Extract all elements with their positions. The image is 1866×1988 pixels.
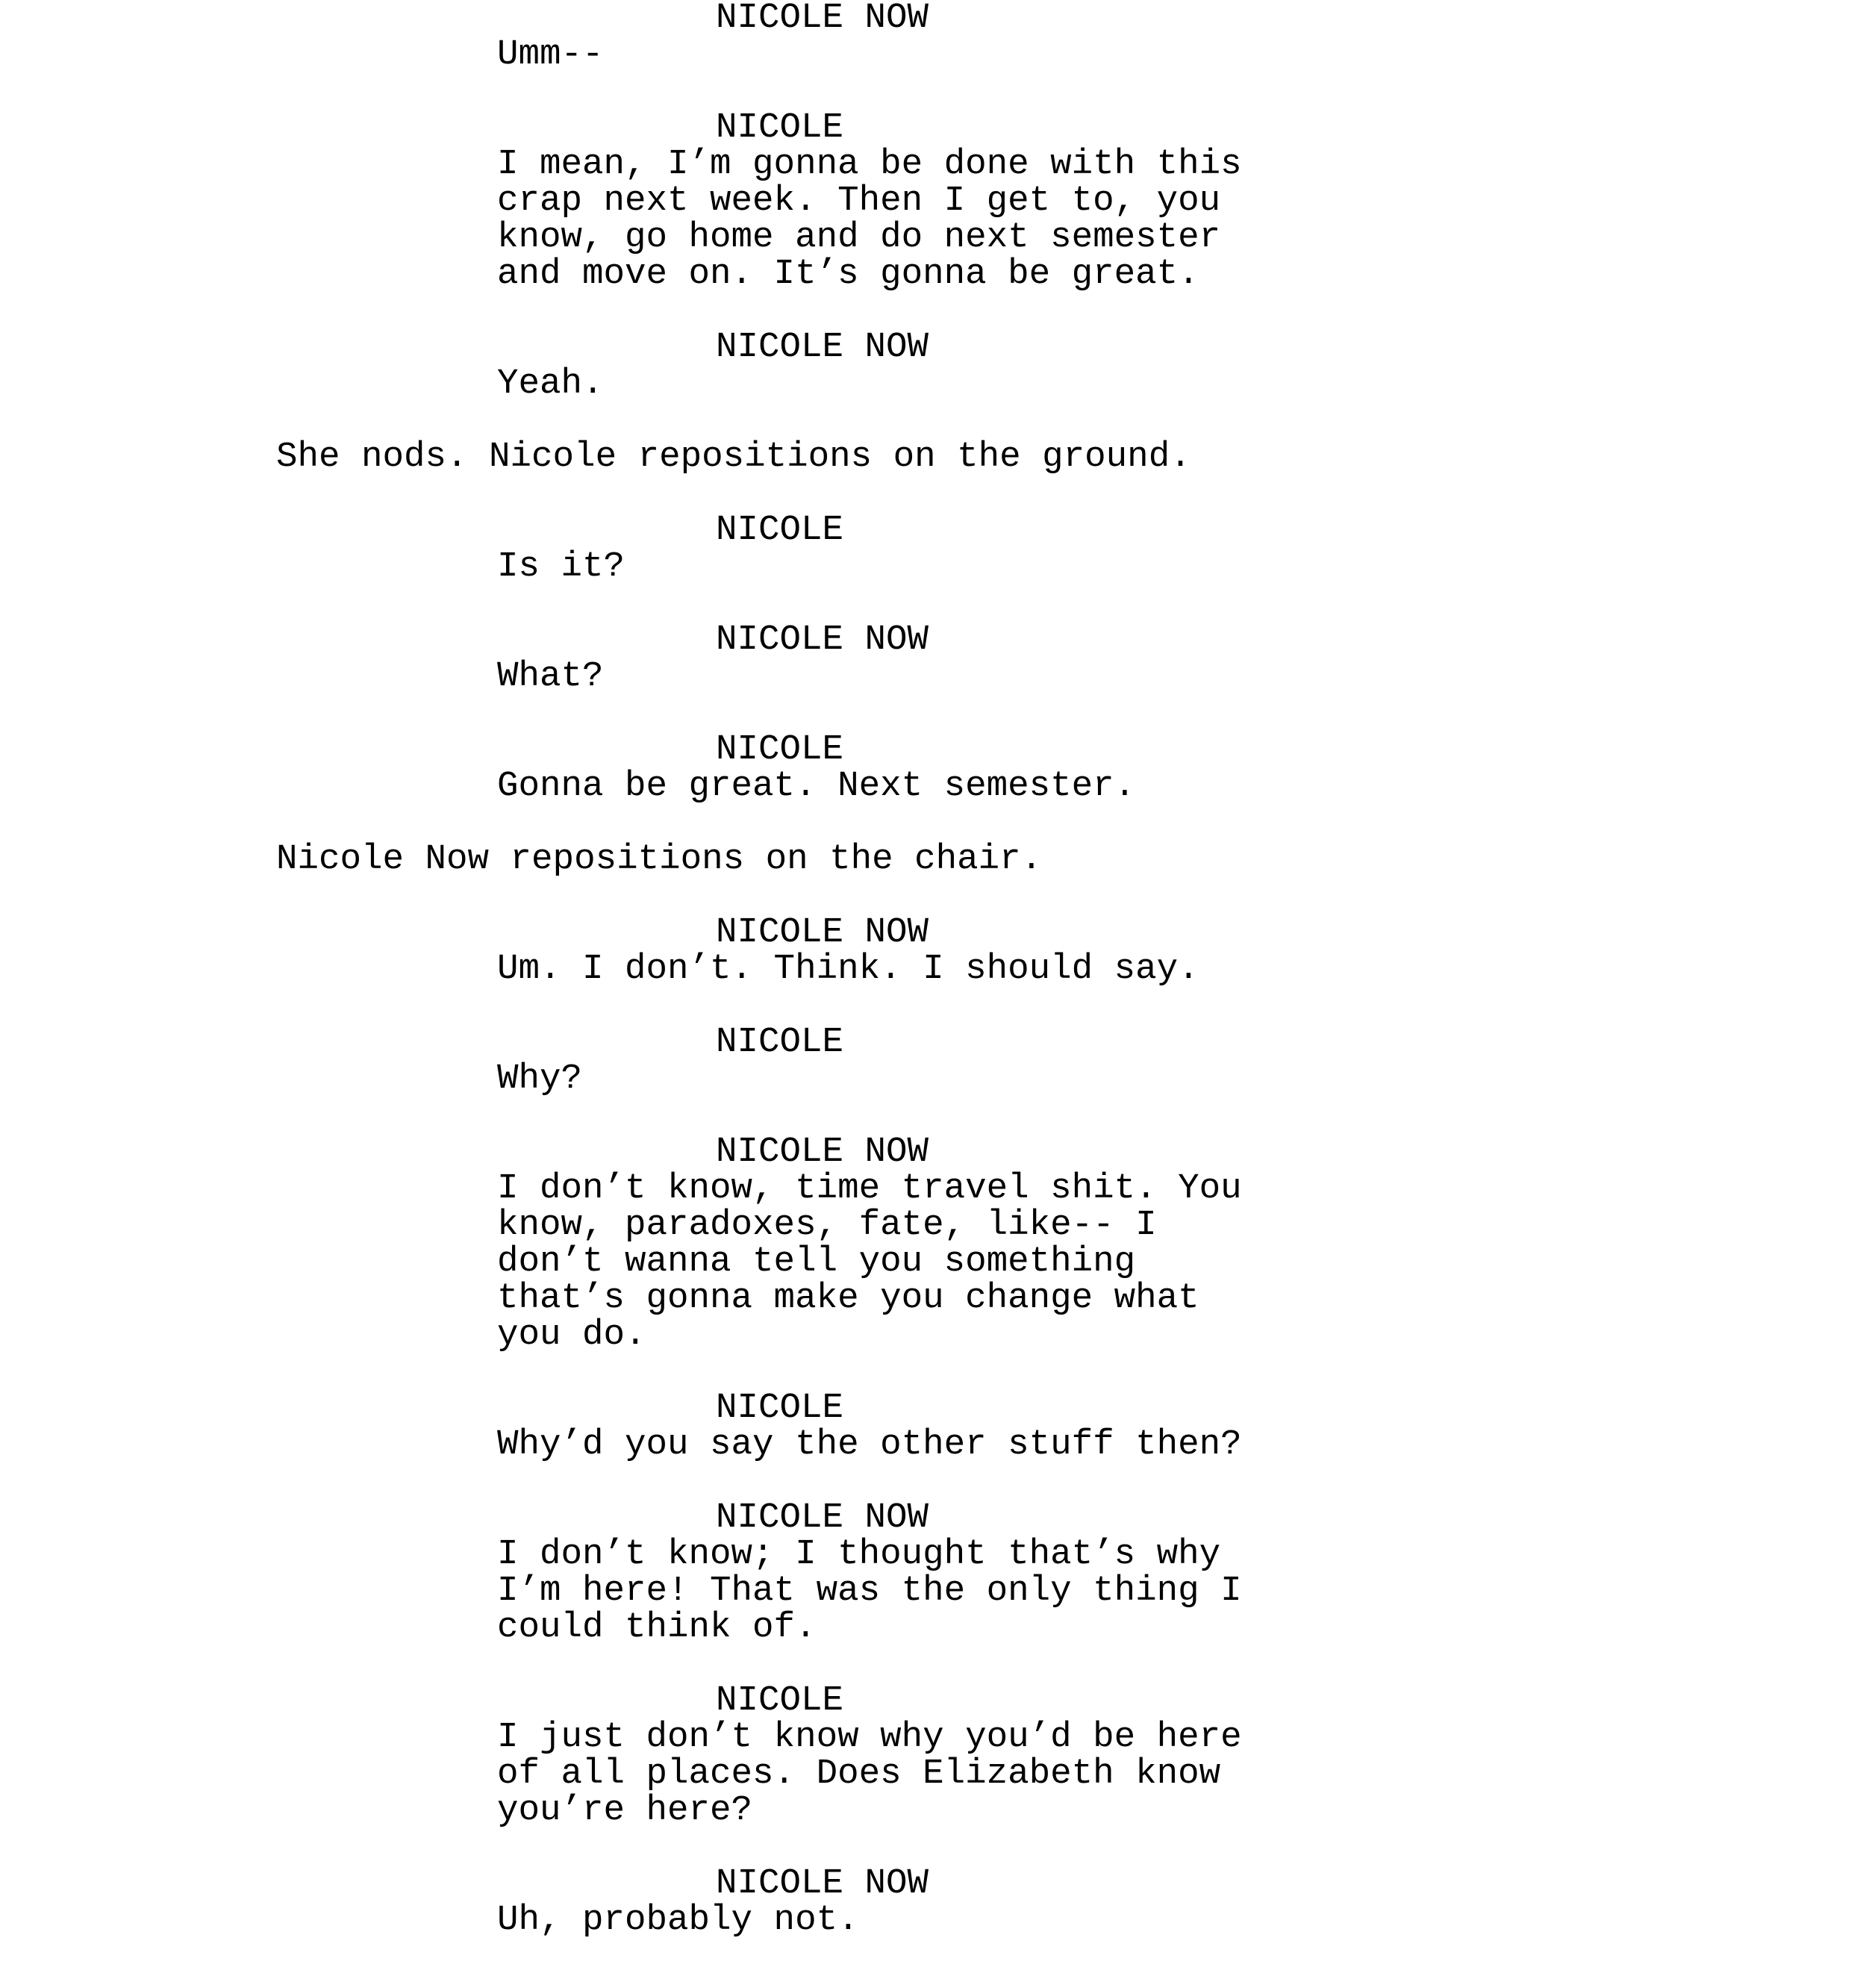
dialogue-line: Why? — [497, 1059, 583, 1099]
character-line: NICOLE NOW — [716, 620, 929, 660]
dialogue-block — [0, 1719, 1866, 1829]
dialogue-block — [0, 768, 1866, 805]
character-line: NICOLE NOW — [716, 0, 929, 38]
dialogue-block — [0, 951, 1866, 988]
character-line: NICOLE NOW — [716, 1132, 929, 1172]
dialogue-line: Uh, probably not. — [497, 1900, 859, 1940]
action-line — [0, 439, 1866, 476]
dialogue-line: don’t wanna tell you something — [497, 1241, 1136, 1282]
blank-line — [0, 73, 1866, 110]
character-line: NICOLE — [716, 1680, 844, 1721]
blank-line — [0, 585, 1866, 622]
action-line — [0, 841, 1866, 878]
dialogue-line: that’s gonna make you change what — [497, 1278, 1199, 1318]
character-line: NICOLE — [716, 1022, 844, 1062]
dialogue-block — [0, 1424, 1866, 1465]
dialogue-block — [0, 366, 1866, 402]
dialogue-line: crap next week. Then I get to, you — [497, 181, 1221, 221]
dialogue-line: and move on. It’s gonna be great. — [497, 254, 1199, 294]
dialogue-block — [0, 546, 1866, 587]
blank-line — [0, 1463, 1866, 1500]
action-line: Nicole Now repositions on the chair. — [276, 839, 1043, 879]
blank-line — [0, 695, 1866, 732]
dialogue-line: Why’d you say the other stuff then? — [497, 1424, 1242, 1465]
character-line: NICOLE — [716, 510, 844, 550]
dialogue-line: know, go home and do next semester — [497, 217, 1221, 258]
dialogue-block — [0, 1168, 1866, 1355]
character-cue — [0, 1024, 1866, 1061]
character-cue — [0, 1680, 1866, 1721]
blank-line — [0, 805, 1866, 841]
dialogue-line: Um. I don’t. Think. I should say. — [497, 949, 1199, 989]
blank-line — [0, 1097, 1866, 1134]
blank-line — [0, 1353, 1866, 1390]
character-line: NICOLE — [716, 107, 844, 148]
dialogue-line: could think of. — [497, 1607, 817, 1648]
dialogue-line: I don’t know; I thought that’s why — [497, 1534, 1221, 1574]
blank-line — [0, 988, 1866, 1024]
blank-line — [0, 402, 1866, 439]
dialogue-line: Umm-- — [497, 34, 604, 75]
character-line: NICOLE — [716, 1388, 844, 1428]
dialogue-block — [0, 658, 1866, 695]
character-cue — [0, 1390, 1866, 1427]
character-cue — [0, 0, 1866, 37]
dialogue-line: you do. — [497, 1315, 646, 1355]
dialogue-line: I mean, I’m gonna be done with this — [497, 144, 1242, 184]
dialogue-line: I’m here! That was the only thing I — [497, 1571, 1242, 1611]
character-line: NICOLE NOW — [716, 1863, 929, 1904]
character-cue — [0, 107, 1866, 148]
blank-line — [0, 293, 1866, 329]
dialogue-line: I just don’t know why you’d be here — [497, 1717, 1242, 1757]
blank-line — [0, 878, 1866, 914]
blank-line — [0, 1829, 1866, 1866]
character-cue — [0, 914, 1866, 951]
character-cue — [0, 1500, 1866, 1536]
dialogue-block — [0, 34, 1866, 75]
character-line: NICOLE NOW — [716, 327, 929, 367]
dialogue-line: know, paradoxes, fate, like-- I — [497, 1205, 1157, 1245]
character-cue — [0, 622, 1866, 658]
character-line: NICOLE NOW — [716, 1498, 929, 1538]
character-cue — [0, 729, 1866, 770]
character-cue — [0, 1134, 1866, 1171]
character-cue — [0, 1863, 1866, 1904]
character-line: NICOLE NOW — [716, 912, 929, 953]
dialogue-line: Is it? — [497, 546, 625, 587]
dialogue-line: Gonna be great. Next semester. — [497, 766, 1136, 806]
dialogue-line: of all places. Does Elizabeth know — [497, 1754, 1221, 1794]
dialogue-block — [0, 1061, 1866, 1097]
dialogue-line: I don’t know, time travel shit. You — [497, 1168, 1242, 1209]
blank-line — [0, 476, 1866, 512]
dialogue-line: What? — [497, 656, 604, 697]
blank-line — [0, 1646, 1866, 1683]
character-cue — [0, 329, 1866, 366]
dialogue-line: you’re here? — [497, 1790, 753, 1830]
dialogue-line: Yeah. — [497, 364, 604, 404]
action-line: She nods. Nicole repositions on the ground. — [276, 437, 1191, 477]
dialogue-block — [0, 146, 1866, 293]
character-cue — [0, 512, 1866, 549]
character-line: NICOLE — [716, 729, 844, 770]
dialogue-block — [0, 1536, 1866, 1646]
dialogue-block — [0, 1902, 1866, 1939]
